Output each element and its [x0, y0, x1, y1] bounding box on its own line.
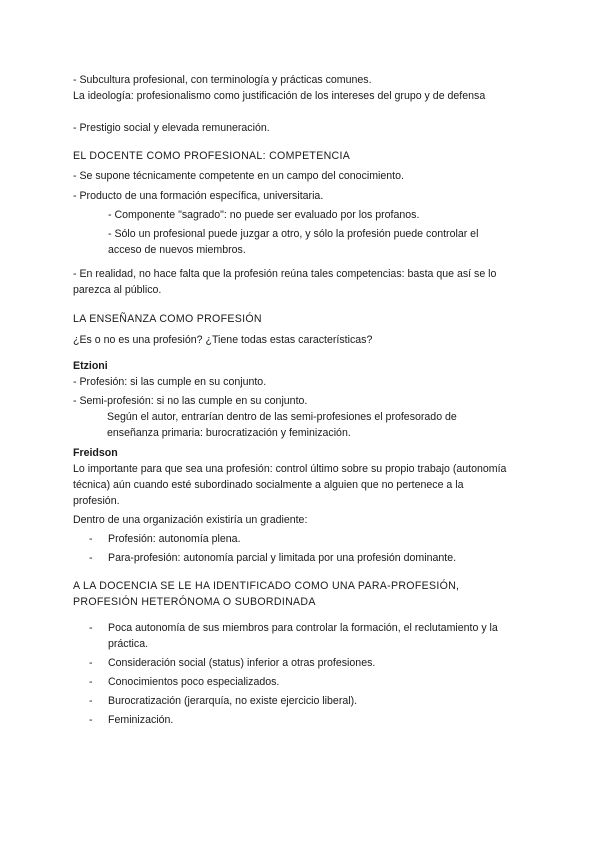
list-item-text: Conocimientos poco especializados.	[108, 676, 280, 688]
document-page	[73, 72, 533, 728]
section-heading-competencia: EL DOCENTE COMO PROFESIONAL: COMPETENCIA	[73, 150, 351, 162]
etzioni-line-3b: enseñanza primaria: burocratización y feminización.	[107, 427, 351, 439]
intro-line-3: - Prestigio social y elevada remuneración.	[73, 122, 270, 134]
bullet-dash: -	[89, 714, 93, 726]
competencia-point-3b: parezca al público.	[73, 284, 162, 296]
etzioni-line-3a: Según el autor, entrarían dentro de las semi-profesiones el profesorado de	[107, 411, 457, 423]
freidson-para-1a: Lo importante para que sea una profesión: control último sobre su propio trabajo (autonomía	[73, 463, 507, 475]
list-item	[73, 655, 533, 671]
list-item-text: práctica.	[108, 638, 149, 650]
list-item-text: Poca autonomía de sus miembros para controlar la formación, el reclutamiento y la	[108, 622, 498, 634]
bullet-dash: -	[89, 695, 93, 707]
competencia-subpoint-1: - Componente "sagrado": no puede ser evaluado por los profanos.	[108, 209, 420, 221]
bullet-dash: -	[89, 676, 93, 688]
list-item-text: Burocratización (jerarquía, no existe ejercicio liberal).	[108, 695, 358, 707]
freidson-para-2: Dentro de una organización existiría un gradiente:	[73, 514, 308, 526]
competencia-subpoint-2b: acceso de nuevos miembros.	[108, 244, 246, 256]
intro-line-2: La ideología: profesionalismo como justificación de los intereses del grupo y de defensa	[73, 90, 486, 102]
etzioni-title: Etzioni	[73, 360, 108, 372]
intro-line-1: - Subcultura profesional, con terminología y prácticas comunes.	[73, 74, 372, 86]
list-item-text: Consideración social (status) inferior a otras profesiones.	[108, 657, 376, 669]
list-item	[73, 550, 533, 566]
list-item-text: Para-profesión: autonomía parcial y limitada por una profesión dominante.	[108, 552, 457, 564]
freidson-para-1c: profesión.	[73, 495, 120, 507]
competencia-subpoint-2a: - Sólo un profesional puede juzgar a otro, y sólo la profesión puede controlar el	[108, 228, 479, 240]
freidson-title: Freidson	[73, 447, 118, 459]
etzioni-line-2: - Semi-profesión: si no las cumple en su conjunto.	[73, 395, 308, 407]
bullet-dash: -	[89, 533, 93, 545]
bullet-dash: -	[89, 552, 93, 564]
competencia-point-3a: - En realidad, no hace falta que la profesión reúna tales competencias: basta que así se lo	[73, 268, 497, 280]
list-item	[73, 693, 533, 709]
list-item	[73, 620, 533, 636]
competencia-point-1: - Se supone técnicamente competente en un campo del conocimiento.	[73, 170, 404, 182]
bullet-dash: -	[89, 622, 93, 634]
list-item	[73, 531, 533, 547]
section-heading-ensenanza: LA ENSEÑANZA COMO PROFESIÓN	[73, 313, 262, 325]
bullet-dash: -	[89, 657, 93, 669]
freidson-para-1b: técnica) aún cuando esté subordinado socialmente a alguien que no pertenece a la	[73, 479, 464, 491]
list-item-text: Profesión: autonomía plena.	[108, 533, 241, 545]
section-heading-paraprofesion-2: PROFESIÓN HETERÓNOMA O SUBORDINADA	[73, 596, 316, 608]
list-item-continuation	[73, 636, 533, 652]
list-item	[73, 674, 533, 690]
list-item	[73, 712, 533, 728]
ensenanza-question: ¿Es o no es una profesión? ¿Tiene todas estas características?	[73, 334, 373, 346]
list-item-text: Feminización.	[108, 714, 174, 726]
section-heading-paraprofesion-1: A LA DOCENCIA SE LE HA IDENTIFICADO COMO UNA PARA-PROFESIÓN,	[73, 580, 460, 592]
competencia-point-2: - Producto de una formación específica, universitaria.	[73, 190, 324, 202]
etzioni-line-1: - Profesión: si las cumple en su conjunto.	[73, 376, 267, 388]
